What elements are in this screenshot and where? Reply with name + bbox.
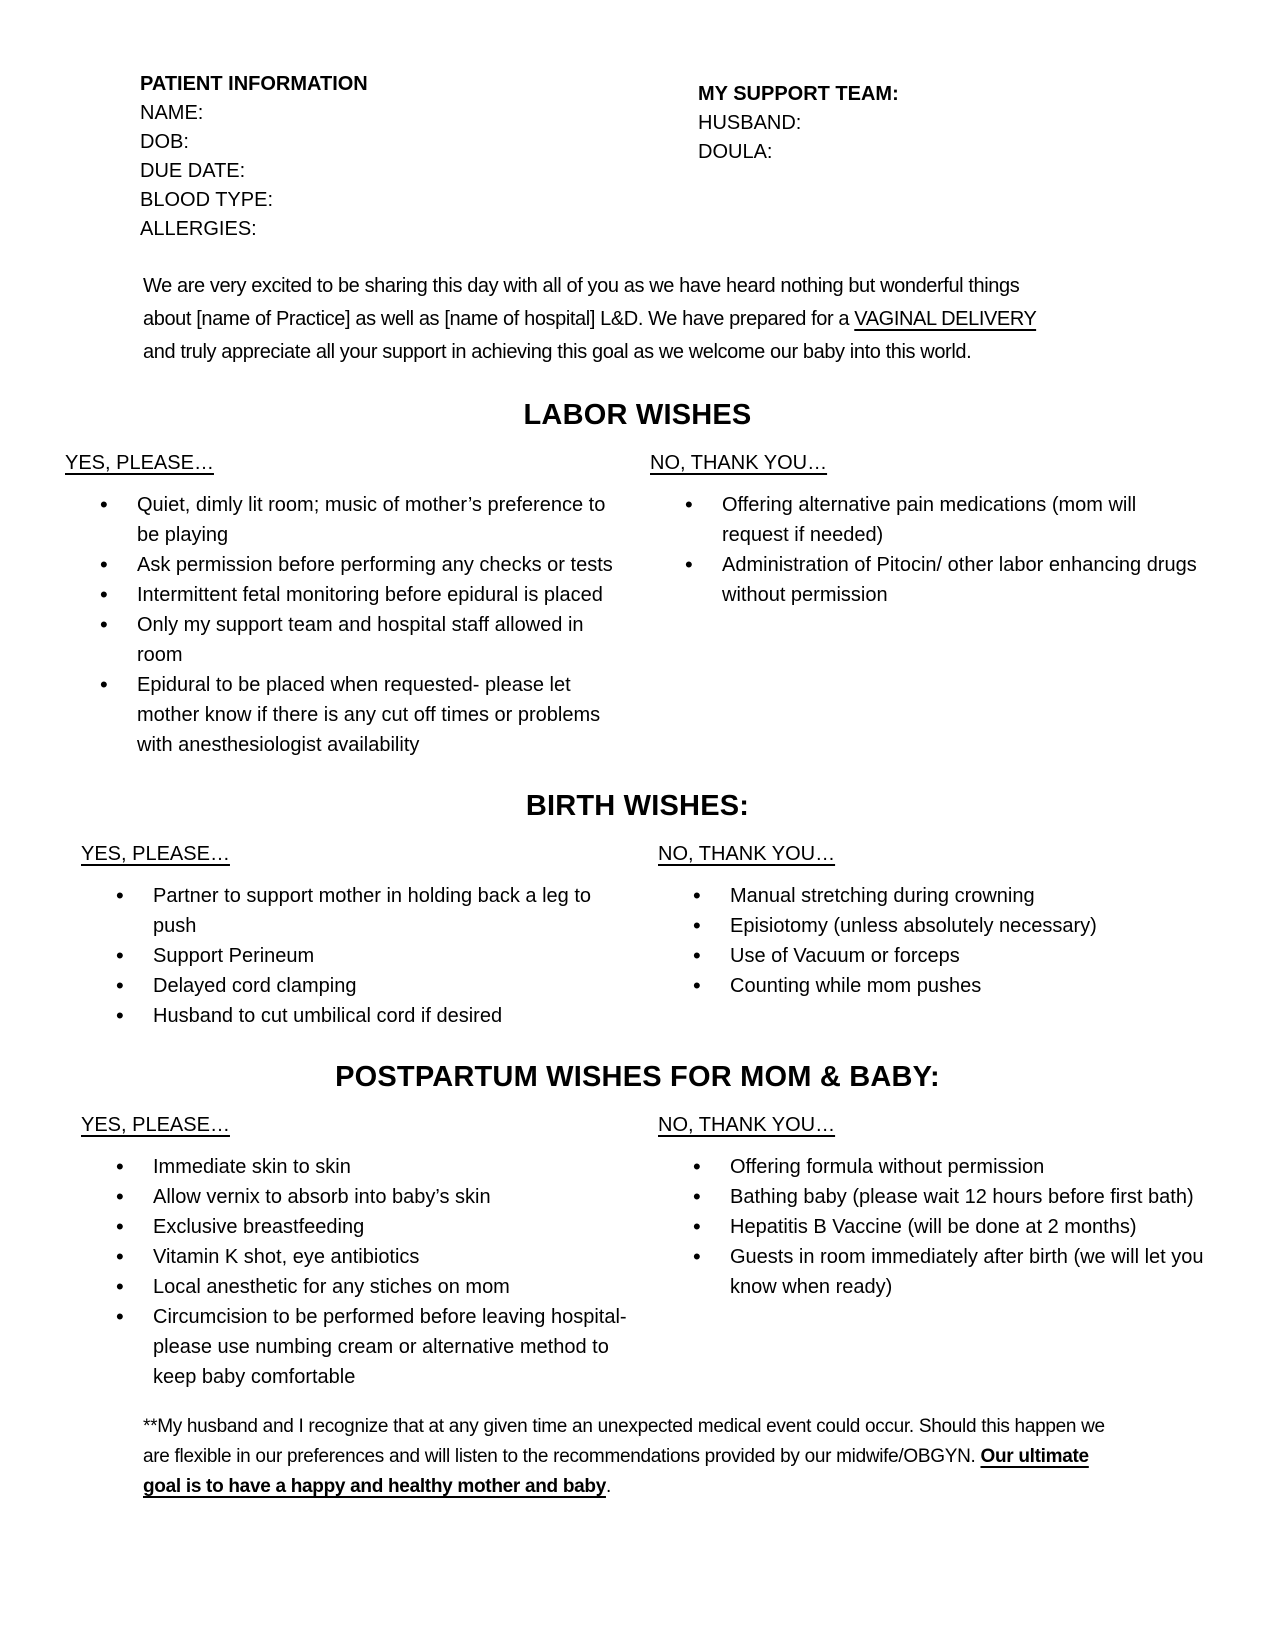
vaginal-delivery-underlined-text: VAGINAL DELIVERY bbox=[854, 308, 1037, 330]
birth-wishes-title: BIRTH WISHES: bbox=[525, 790, 750, 822]
list-item: • Manual stretching during crowning bbox=[693, 881, 1208, 911]
list-item: • Quiet, dimly lit room; music of mother’s preference to be playing bbox=[100, 490, 615, 550]
labor-wishes-section bbox=[65, 399, 1210, 760]
labor-yes-column bbox=[65, 450, 625, 760]
list-item: DOB: bbox=[140, 131, 189, 153]
list-item: • Episiotomy (unless absolutely necessary) bbox=[693, 911, 1208, 941]
list-item: • Epidural to be placed when requested- please let mother know if there is any cut off times or problems with anesthesiologist availability bbox=[100, 670, 615, 760]
postpartum-yes-column bbox=[65, 1112, 633, 1392]
labor-no-list bbox=[650, 490, 1210, 610]
list-item: • Support Perineum bbox=[116, 941, 631, 971]
support-team-block bbox=[698, 70, 899, 244]
footer-note bbox=[143, 1412, 1118, 1502]
birth-no-list bbox=[658, 881, 1210, 1001]
list-item: DOULA: bbox=[698, 141, 773, 163]
list-item: • Exclusive breastfeeding bbox=[116, 1212, 631, 1242]
list-item: • Offering formula without permission bbox=[693, 1152, 1208, 1182]
postpartum-no-heading: NO, THANK YOU… bbox=[658, 1114, 836, 1136]
labor-no-heading: NO, THANK YOU… bbox=[650, 452, 828, 474]
list-item: DUE DATE: bbox=[140, 160, 246, 182]
footer-text-before: **My husband and I recognize that at any given time an unexpected medical event could occur. Should this happen we are flexible in our preferences and will listen to the recommendations provided by our midwife/OBGYN. bbox=[143, 1416, 1105, 1467]
labor-yes-list bbox=[65, 490, 625, 760]
support-team-title: MY SUPPORT TEAM: bbox=[698, 83, 899, 105]
birth-yes-heading: YES, PLEASE… bbox=[81, 843, 230, 865]
birth-yes-column bbox=[65, 841, 633, 1031]
patient-information-block bbox=[140, 70, 698, 244]
support-team-fields bbox=[698, 109, 899, 167]
list-item: • Offering alternative pain medications (mom will request if needed) bbox=[685, 490, 1200, 550]
patient-information-title: PATIENT INFORMATION bbox=[140, 73, 368, 95]
list-item: • Use of Vacuum or forceps bbox=[693, 941, 1208, 971]
labor-wishes-columns bbox=[65, 450, 1210, 760]
list-item: • Partner to support mother in holding back a leg to push bbox=[116, 881, 631, 941]
list-item: • Circumcision to be performed before leaving hospital- please use numbing cream or alternative method to keep baby comfortable bbox=[116, 1302, 631, 1392]
list-item: • Vitamin K shot, eye antibiotics bbox=[116, 1242, 631, 1272]
list-item: • Counting while mom pushes bbox=[693, 971, 1208, 1001]
footer-emphasis-text: Our ultimate goal is to have a happy and healthy mother and baby bbox=[143, 1446, 1089, 1497]
list-item: ALLERGIES: bbox=[140, 218, 257, 240]
birth-no-heading: NO, THANK YOU… bbox=[658, 843, 836, 865]
intro-text-after: and truly appreciate all your support in achieving this goal as we welcome our baby into this world. bbox=[143, 341, 972, 363]
labor-yes-heading: YES, PLEASE… bbox=[65, 452, 214, 474]
birth-yes-list bbox=[81, 881, 633, 1031]
list-item: • Allow vernix to absorb into baby’s skin bbox=[116, 1182, 631, 1212]
postpartum-no-column bbox=[658, 1112, 1210, 1392]
list-item: • Local anesthetic for any stiches on mom bbox=[116, 1272, 631, 1302]
postpartum-wishes-title: POSTPARTUM WISHES FOR MOM & BABY: bbox=[335, 1061, 940, 1093]
list-item: • Husband to cut umbilical cord if desired bbox=[116, 1001, 631, 1031]
list-item: • Bathing baby (please wait 12 hours before first bath) bbox=[693, 1182, 1208, 1212]
postpartum-wishes-section bbox=[65, 1061, 1210, 1392]
list-item: • Hepatitis B Vaccine (will be done at 2 months) bbox=[693, 1212, 1208, 1242]
labor-no-column bbox=[650, 450, 1210, 760]
list-item: • Immediate skin to skin bbox=[116, 1152, 631, 1182]
birth-wishes-columns bbox=[65, 841, 1210, 1031]
list-item: • Administration of Pitocin/ other labor enhancing drugs without permission bbox=[685, 550, 1200, 610]
list-item: • Guests in room immediately after birth (we will let you know when ready) bbox=[693, 1242, 1208, 1302]
postpartum-no-list bbox=[658, 1152, 1210, 1302]
intro-paragraph bbox=[143, 270, 1058, 369]
list-item: BLOOD TYPE: bbox=[140, 189, 274, 211]
list-item: • Intermittent fetal monitoring before epidural is placed bbox=[100, 580, 615, 610]
list-item: NAME: bbox=[140, 102, 204, 124]
header-info bbox=[140, 70, 1210, 244]
postpartum-yes-heading: YES, PLEASE… bbox=[81, 1114, 230, 1136]
postpartum-wishes-columns bbox=[65, 1112, 1210, 1392]
list-item: HUSBAND: bbox=[698, 112, 802, 134]
birth-no-column bbox=[658, 841, 1210, 1031]
intro-text-before: We are very excited to be sharing this day with all of you as we have heard nothing but wonderful things about [name of Practice] as well as [name of hospital] L&D. We have prepared for a bbox=[143, 275, 1020, 330]
postpartum-yes-list bbox=[81, 1152, 633, 1392]
list-item: • Only my support team and hospital staff allowed in room bbox=[100, 610, 615, 670]
list-item: • Ask permission before performing any checks or tests bbox=[100, 550, 615, 580]
footer-text-after: . bbox=[605, 1476, 611, 1497]
labor-wishes-title: LABOR WISHES bbox=[523, 399, 752, 431]
birth-wishes-section bbox=[65, 790, 1210, 1031]
patient-information-fields bbox=[140, 99, 698, 244]
list-item: • Delayed cord clamping bbox=[116, 971, 631, 1001]
